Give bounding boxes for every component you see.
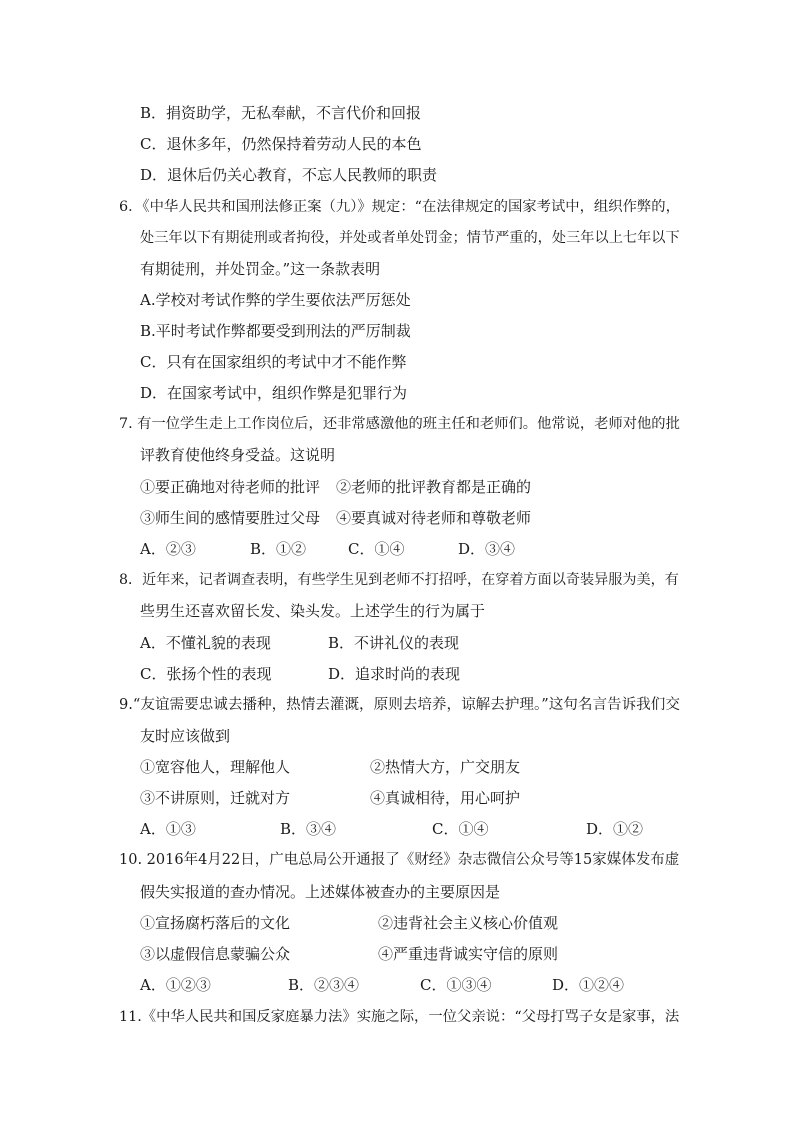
q7-statement-2: ②老师的批评教育都是正确的: [336, 478, 532, 496]
q9-option-a: A．①③: [140, 820, 196, 838]
q7-statement-3: ③师生间的感情要胜过父母: [140, 509, 321, 527]
q10-stem-line1: 10. 2016年4月22日，广电总局公开通报了《财经》杂志微信公众号等15家媒体发布虚: [119, 852, 680, 868]
q6-option-a: A.学校对考试作弊的学生要依法严厉惩处: [140, 291, 411, 309]
q6-option-c: C．只有在国家组织的考试中才不能作弊: [140, 353, 407, 371]
q8-option-c: C．张扬个性的表现: [140, 665, 272, 683]
q9-option-b: B．③④: [280, 820, 337, 838]
q10-stem-line2: 假失实报道的查办情况。上述媒体被查办的主要原因是: [140, 883, 501, 901]
q6-stem-line1: 6．《中华人民共和国刑法修正案（九）》规定：“在法律规定的国家考试中，组织作弊的，: [119, 199, 680, 215]
q6-stem-line2: 处三年以下有期徒刑或者拘役，并处或者单处罚金；情节严重的，处三年以上七年以下: [140, 230, 680, 246]
q10-statement-2: ②违背社会主义核心价值观: [378, 914, 559, 932]
q10-option-c: C．①③④: [420, 976, 492, 994]
q7-option-a: A．②③: [140, 540, 196, 558]
q6-option-d: D．在国家考试中，组织作弊是犯罪行为: [140, 384, 408, 402]
q9-option-c: C．①④: [432, 820, 489, 838]
q9-statement-4: ④真诚相待，用心呵护: [370, 789, 521, 807]
q7-option-c: C．①④: [348, 540, 405, 558]
q7-option-b: B．①②: [250, 540, 307, 558]
q10-statement-1: ①宣扬腐朽落后的文化: [140, 914, 291, 932]
q8-option-d: D．追求时尚的表现: [328, 665, 461, 683]
q5-option-b: B．捐资助学，无私奉献，不言代价和回报: [140, 104, 422, 122]
q10-statement-3: ③以虚假信息蒙骗公众: [140, 945, 291, 963]
q10-option-b: B．②③④: [288, 976, 360, 994]
q9-statement-1: ①宽容他人，理解他人: [140, 758, 291, 776]
q7-stem-line1: 7. 有一位学生走上工作岗位后，还非常感激他的班主任和老师们。他常说，老师对他的批: [119, 416, 680, 432]
q10-option-d: D．①②④: [552, 976, 625, 994]
q8-option-b: B．不讲礼仪的表现: [328, 634, 460, 652]
q10-option-a: A．①②③: [140, 976, 211, 994]
q7-option-d: D．③④: [458, 540, 516, 558]
q11-stem-line1: 11.《中华人民共和国反家庭暴力法》实施之际，一位父亲说：“父母打骂子女是家事，法: [119, 1009, 680, 1025]
q7-stem-line2: 评教育使他终身受益。这说明: [140, 446, 336, 464]
q10-statement-4: ④严重违背诚实守信的原则: [378, 945, 559, 963]
q7-statement-4: ④要真诚对待老师和尊敬老师: [336, 509, 532, 527]
q5-option-c: C．退休多年，仍然保持着劳动人民的本色: [140, 135, 422, 153]
q9-statement-3: ③不讲原则，迁就对方: [140, 789, 291, 807]
q9-option-d: D．①②: [586, 820, 644, 838]
q9-stem-line1: 9.“友谊需要忠诚去播种，热情去灌溉，原则去培养，谅解去护理。”这句名言告诉我们交: [119, 696, 680, 713]
q6-option-b: B.平时考试作弊都要受到刑法的严厉制裁: [140, 322, 411, 340]
q7-statement-1: ①要正确地对待老师的批评: [140, 478, 321, 496]
q9-statement-2: ②热情大方，广交朋友: [370, 758, 521, 776]
q5-option-d: D．退休后仍关心教育，不忘人民教师的职责: [140, 166, 438, 184]
q8-stem-line1: 8．近年来，记者调查表明，有些学生见到老师不打招呼，在穿着方面以奇装异服为美，有: [119, 572, 679, 588]
q6-stem-line3: 有期徒刑，并处罚金。”这一条款表明: [140, 260, 381, 278]
q8-stem-line2: 些男生还喜欢留长发、染头发。上述学生的行为属于: [140, 602, 486, 620]
q9-stem-line2: 友时应该做到: [140, 727, 231, 745]
q8-option-a: A．不懂礼貌的表现: [140, 634, 271, 652]
